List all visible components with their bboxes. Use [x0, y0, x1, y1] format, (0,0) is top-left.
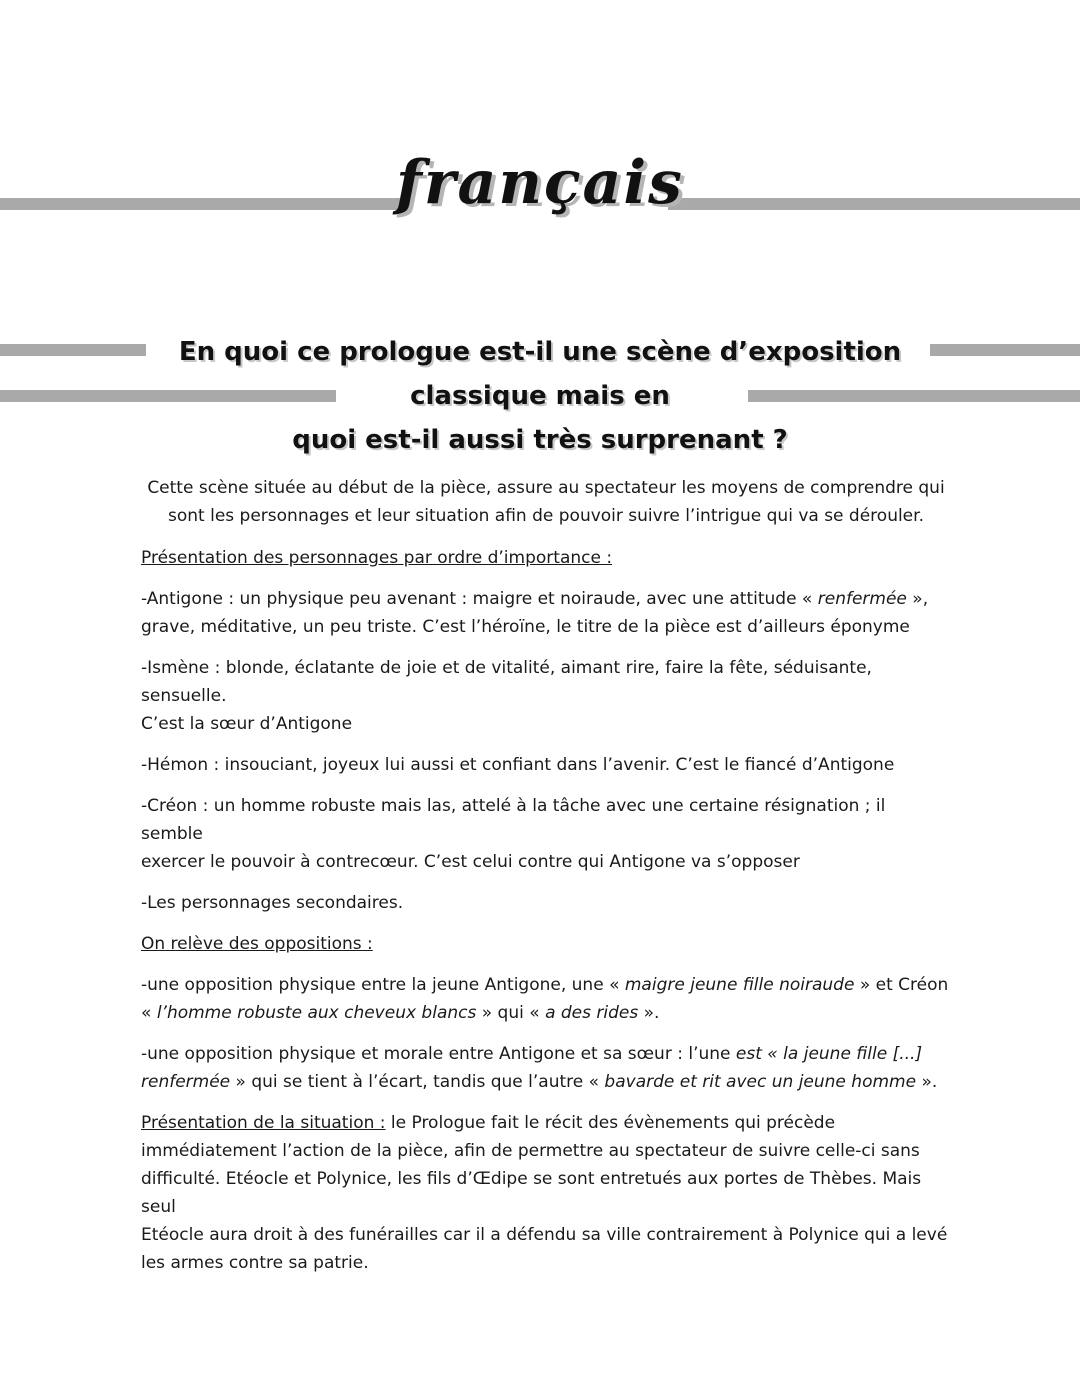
intro-line-1: Cette scène située au début de la pièce, assure au spectateur les moyens de comprendre qui — [147, 478, 945, 498]
opp2-text-f: ». — [916, 1072, 938, 1092]
creon-paragraph — [141, 792, 951, 876]
personnages-heading: Présentation des personnages par ordre d’importance : — [141, 548, 613, 568]
opp2-quote-c: renfermée — [141, 1072, 231, 1092]
opp2-text-d: » qui se tient à l’écart, tandis que l’autre « — [230, 1072, 605, 1092]
page-title: français — [396, 148, 684, 218]
question-bar-left-1 — [0, 344, 146, 356]
antigone-quote: renfermée — [817, 589, 907, 609]
opp1-text-a: -une opposition physique entre la jeune Antigone, une « — [141, 975, 625, 995]
ismene-line-1: -Ismène : blonde, éclatante de joie et de vitalité, aimant rire, faire la fête, séduisante, sensuelle. — [141, 658, 872, 706]
opp1-quote-e: l’homme robuste aux cheveux blancs — [156, 1003, 477, 1023]
opposition-1-paragraph — [141, 971, 951, 1027]
opp1-text-f: » qui « — [476, 1003, 546, 1023]
question-bar-right-1 — [930, 344, 1080, 356]
opp1-quote-b: maigre jeune fille noiraude — [624, 975, 855, 995]
ismene-paragraph — [141, 654, 951, 738]
opposition-2-paragraph — [141, 1040, 951, 1096]
antigone-text-end: », — [906, 589, 929, 609]
situation-line-4: Etéocle aura droit à des funérailles car il a défendu sa ville contrairement à Polynice qui a levé — [141, 1225, 948, 1245]
hemon-paragraph: -Hémon : insouciant, joyeux lui aussi et confiant dans l’avenir. C’est le fiancé d’Antigone — [141, 755, 895, 775]
situation-line-1: le Prologue fait le récit des évènements qui précède — [385, 1113, 836, 1133]
antigone-line-2: grave, méditative, un peu triste. C’est l’héroïne, le titre de la pièce est d’ailleurs éponyme — [141, 617, 910, 637]
situation-paragraph — [141, 1109, 951, 1277]
secondaires-paragraph: -Les personnages secondaires. — [141, 893, 404, 913]
antigone-paragraph — [141, 585, 951, 641]
question-line-1: En quoi ce prologue est-il une scène d’exposition classique mais en — [178, 337, 902, 411]
situation-line-5: les armes contre sa patrie. — [141, 1253, 369, 1273]
creon-line-1: -Créon : un homme robuste mais las, attelé à la tâche avec une certaine résignation ; il semble — [141, 796, 886, 844]
situation-heading: Présentation de la situation : — [141, 1113, 386, 1133]
situation-line-3: difficulté. Etéocle et Polynice, les fils d’Œdipe se sont entretués aux portes de Thèbes. Mais seul — [141, 1169, 922, 1217]
opp2-text-a: -une opposition physique et morale entre Antigone et sa sœur : l’une — [141, 1044, 736, 1064]
opp2-quote-e: bavarde et rit avec un jeune homme — [604, 1072, 917, 1092]
ismene-line-2: C’est la sœur d’Antigone — [141, 714, 353, 734]
opp1-quote-g: a des rides — [545, 1003, 639, 1023]
intro-line-2: sont les personnages et leur situation afin de pouvoir suivre l’intrigue qui va se dérouler. — [168, 506, 924, 526]
creon-line-2: exercer le pouvoir à contrecœur. C’est celui contre qui Antigone va s’opposer — [141, 852, 800, 872]
antigone-text: -Antigone : un physique peu avenant : maigre et noiraude, avec une attitude « — [141, 589, 818, 609]
situation-line-2: immédiatement l’action de la pièce, afin de permettre au spectateur de suivre celle-ci sans — [141, 1141, 920, 1161]
question-line-2: quoi est-il aussi très surprenant ? — [292, 425, 788, 455]
opp1-text-h: ». — [638, 1003, 660, 1023]
question-heading — [150, 330, 930, 462]
intro-paragraph — [141, 474, 951, 530]
body-text — [141, 474, 951, 1290]
opp1-text-c: » et Créon — [854, 975, 949, 995]
opp1-text-d: « — [141, 1003, 157, 1023]
oppositions-heading: On relève des oppositions : — [141, 934, 373, 954]
opp2-quote-b: est « la jeune fille [...] — [735, 1044, 923, 1064]
